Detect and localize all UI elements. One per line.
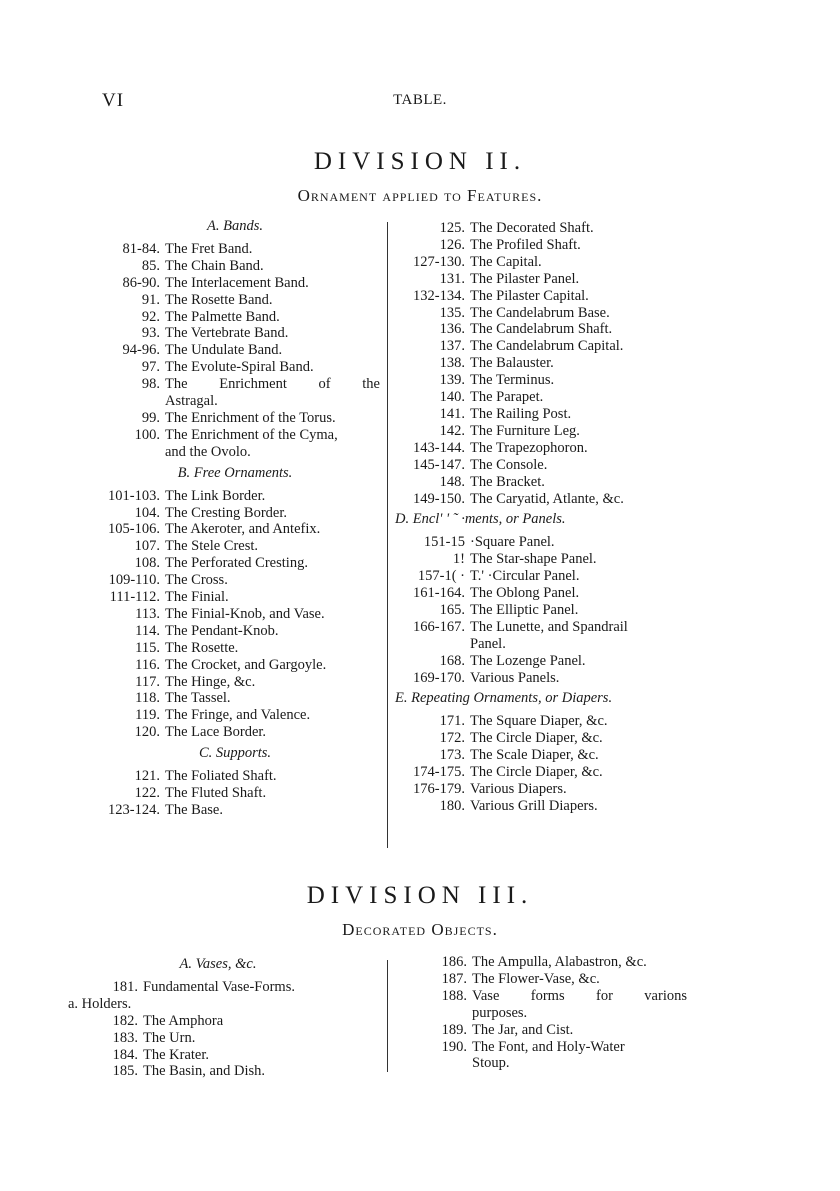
entry-number: 137. — [439, 338, 465, 355]
entry-number: 108. — [134, 555, 160, 572]
page-number: VI — [102, 90, 125, 111]
entry-number: 187. — [441, 970, 467, 987]
table-entry — [395, 389, 685, 406]
section-heading: D. Encl' ' ˜ ·ments, or Panels. — [395, 511, 566, 528]
entry-title: The Railing Post. — [470, 405, 572, 422]
entry-number: 188. — [441, 987, 467, 1004]
table-entry — [395, 551, 685, 568]
entry-number: 126. — [439, 236, 465, 253]
running-title: TABLE. — [393, 92, 447, 108]
entry-title: The Akeroter, and Antefix. — [165, 521, 321, 538]
entry-number: 115. — [135, 639, 160, 656]
entry-title: Various Grill Diapers. — [470, 797, 598, 814]
entry-title: The Ampulla, Alabastron, &c. — [472, 954, 647, 970]
entry-title: The Candelabrum Base. — [470, 304, 610, 321]
entry-title: Vase forms for varions — [472, 987, 687, 1004]
entry-number: 101-103. — [108, 487, 160, 504]
table-entry — [90, 724, 380, 741]
table-entry — [395, 534, 685, 551]
table-entry — [90, 427, 380, 444]
entry-title: The Pendant-Knob. — [165, 622, 279, 639]
entry-number: 94-96. — [122, 342, 160, 359]
entry-number: 93. — [141, 325, 160, 342]
entry-title: The Circle Diaper, &c. — [470, 730, 603, 747]
entry-number: 91. — [141, 291, 160, 308]
entry-number: 107. — [134, 538, 160, 555]
entry-title: The Candelabrum Shaft. — [470, 321, 613, 338]
entry-title: The Perforated Cresting. — [165, 555, 308, 572]
division-3-subtitle: Decorated Objects. — [342, 920, 498, 939]
division-2-title: DIVISION II. — [313, 148, 527, 175]
table-entry — [90, 410, 380, 427]
entry-number: 190. — [441, 1038, 467, 1055]
entry-continuation: Panel. — [470, 635, 506, 652]
entry-title: The Balauster. — [470, 355, 554, 372]
entry-number: 118. — [135, 690, 160, 707]
entry-title: The Undulate Band. — [165, 342, 283, 359]
entry-number: 145-147. — [413, 456, 465, 473]
entry-title: The Lunette, and Spandrail — [470, 618, 628, 635]
table-entry — [395, 321, 685, 338]
entry-title: The Decorated Shaft. — [470, 220, 594, 236]
entry-title: The Base. — [165, 801, 223, 818]
entry-title: The Lace Border. — [165, 724, 267, 741]
table-entry — [395, 730, 685, 747]
entry-title: The Finial. — [165, 589, 229, 606]
table-entry — [90, 589, 380, 606]
table-entry — [395, 619, 685, 636]
entry-continuation: purposes. — [472, 1004, 528, 1021]
entry-title: The Fret Band. — [165, 240, 253, 257]
entry-number: 183. — [112, 1029, 138, 1046]
table-entry — [395, 254, 685, 271]
entry-title: T.' ·Circular Panel. — [470, 568, 580, 585]
table-entry — [90, 623, 380, 640]
entry-title: The Rosette. — [165, 639, 239, 656]
entry-title: The Hinge, &c. — [165, 673, 256, 690]
table-entry — [90, 342, 380, 359]
entry-number: 121. — [134, 768, 160, 785]
entry-title: The Fringe, and Valence. — [165, 707, 311, 724]
table-entry — [397, 1039, 687, 1056]
entry-number: 92. — [141, 308, 160, 325]
entry-title: and the Ovolo. — [165, 443, 251, 460]
entry-title: The Font, and Holy-Water — [472, 1038, 625, 1055]
table-entry — [90, 707, 380, 724]
entry-title: The Star-shape Panel. — [470, 551, 597, 568]
table-entry — [90, 309, 380, 326]
table-entry — [90, 768, 380, 785]
entry-title: The Urn. — [143, 1029, 196, 1046]
table-entry — [90, 572, 380, 589]
table-entry — [395, 457, 685, 474]
column-divider — [387, 222, 388, 848]
table-entry — [395, 798, 685, 815]
table-entry — [397, 1022, 687, 1039]
entry-title: The Elliptic Panel. — [470, 601, 579, 618]
table-entry — [395, 271, 685, 288]
entry-title: The Cresting Border. — [165, 504, 288, 521]
table-entry — [68, 1013, 368, 1030]
table-entry — [395, 653, 685, 670]
entry-title: The Furniture Leg. — [470, 422, 580, 439]
table-entry — [90, 325, 380, 342]
entry-number: 176-179. — [413, 781, 465, 797]
entry-title: The Terminus. — [470, 372, 555, 389]
entry-title: The Candelabrum Capital. — [470, 338, 624, 355]
table-entry — [90, 640, 380, 657]
entry-number: 111-112. — [109, 589, 160, 606]
entry-number: 100. — [134, 426, 160, 443]
table-entry — [395, 602, 685, 619]
entry-title: The Tassel. — [165, 690, 231, 707]
table-entry — [395, 237, 685, 254]
section-heading: B. Free Ornaments. — [177, 464, 293, 481]
entry-number: 174-175. — [413, 764, 465, 781]
entry-title: The Vertebrate Band. — [165, 325, 289, 342]
entry-number: 104. — [134, 504, 160, 521]
section-heading: A. Bands. — [207, 218, 263, 234]
entry-number: 185. — [112, 1063, 138, 1080]
entry-title: The Basin, and Dish. — [143, 1063, 266, 1080]
table-entry — [90, 505, 380, 522]
entry-title: The Parapet. — [470, 389, 544, 406]
entry-title: The Trapezophoron. — [470, 439, 588, 456]
entry-number: 138. — [439, 355, 465, 372]
table-entry — [90, 674, 380, 691]
table-entry — [395, 355, 685, 372]
division-2-right-column — [395, 220, 685, 815]
entry-title: Various Panels. — [470, 669, 560, 686]
entry-title: The Scale Diaper, &c. — [470, 747, 599, 764]
table-entry — [68, 1047, 368, 1064]
table-entry — [395, 747, 685, 764]
entry-number: 140. — [439, 389, 465, 406]
section-heading: E. Repeating Ornaments, or Diapers. — [395, 690, 613, 707]
entry-title: The Enrichment of the Torus. — [165, 409, 336, 426]
entry-number: 148. — [439, 473, 465, 490]
table-entry — [395, 440, 685, 457]
entry-number: 166-167. — [413, 618, 465, 635]
entry-title: The Amphora — [143, 1012, 224, 1029]
entry-number: 172. — [439, 730, 465, 747]
table-entry — [395, 474, 685, 491]
entry-title: The Interlacement Band. — [165, 274, 309, 291]
entry-number: 127-130. — [413, 253, 465, 270]
table-entry — [395, 781, 685, 798]
table-entry — [395, 423, 685, 440]
table-entry — [90, 376, 380, 393]
entry-number: 173. — [439, 747, 465, 764]
entry-number: 186. — [441, 954, 467, 970]
division-3-title: DIVISION III. — [306, 882, 534, 909]
entry-title: ·Square Panel. — [470, 534, 555, 551]
table-entry — [397, 988, 687, 1005]
entry-title: The Console. — [470, 456, 548, 473]
table-entry — [90, 359, 380, 376]
entry-number: 157-1( · — [417, 568, 465, 585]
entry-number: 1! — [452, 551, 465, 568]
section-heading: C. Supports. — [198, 745, 272, 762]
table-entry — [395, 305, 685, 322]
entry-continuation: Stoup. — [472, 1055, 510, 1072]
section-heading: A. Vases, &c. — [179, 956, 257, 972]
table-entry — [90, 802, 380, 819]
entry-title: The Jar, and Cist. — [472, 1021, 574, 1038]
entry-number: 122. — [134, 785, 160, 801]
entry-number — [90, 444, 165, 461]
entry-number: 132-134. — [413, 287, 465, 304]
table-entry — [397, 971, 687, 988]
entry-number: 119. — [135, 707, 160, 724]
entry-title: The Palmette Band. — [165, 308, 280, 325]
table-entry — [90, 555, 380, 572]
entry-number: 98. — [141, 376, 160, 393]
entry-title: The Fluted Shaft. — [165, 785, 267, 801]
table-entry — [90, 241, 380, 258]
table-entry — [90, 606, 380, 623]
entry-title: The Flower-Vase, &c. — [472, 970, 600, 987]
entry-title: The Capital. — [470, 253, 542, 270]
entry-title: The Pilaster Capital. — [470, 287, 589, 304]
table-entry — [90, 538, 380, 555]
entry-number: 168. — [439, 652, 465, 669]
entry-number: 161-164. — [413, 585, 465, 602]
entry-number: 114. — [135, 622, 160, 639]
entry-number: 181. — [112, 978, 138, 995]
column-divider — [387, 960, 388, 1072]
entry-number: 165. — [439, 601, 465, 618]
table-entry — [90, 488, 380, 505]
entry-number: 151-15 — [423, 534, 465, 551]
entry-number: 97. — [141, 359, 160, 376]
entry-number: 135. — [439, 304, 465, 321]
table-entry — [68, 1063, 368, 1080]
entry-number: 99. — [141, 409, 160, 426]
table-entry — [90, 657, 380, 674]
entry-title: The Enrichment of the Cyma, — [165, 426, 338, 443]
table-entry — [395, 372, 685, 389]
table-entry — [68, 979, 368, 996]
division-2-left-column — [90, 214, 380, 819]
entry-number: 136. — [439, 321, 465, 338]
entry-title: The Evolute-Spiral Band. — [165, 359, 314, 376]
division-3-right-column — [397, 954, 687, 1072]
entry-title: The Caryatid, Atlante, &c. — [470, 490, 624, 507]
table-entry — [395, 220, 685, 237]
entry-number: 85. — [141, 257, 160, 274]
entry-title: Various Diapers. — [470, 781, 567, 797]
entry-number: 116. — [135, 656, 160, 673]
entry-number: 171. — [439, 713, 465, 730]
entry-title: Fundamental Vase-Forms. — [143, 978, 295, 995]
entry-number: 149-150. — [413, 490, 465, 507]
table-entry — [90, 690, 380, 707]
entry-title: The Finial-Knob, and Vase. — [165, 605, 325, 622]
table-entry — [395, 491, 685, 508]
entry-number: 141. — [439, 405, 465, 422]
table-entry — [395, 338, 685, 355]
entry-title: The Cross. — [165, 572, 228, 589]
table-entry — [68, 1030, 368, 1047]
entry-title: The Crocket, and Gargoyle. — [165, 656, 327, 673]
table-entry — [90, 521, 380, 538]
division-2-subtitle: Ornament applied to Features. — [297, 186, 543, 205]
entry-title: The Pilaster Panel. — [470, 270, 580, 287]
running-head — [0, 90, 840, 114]
entry-title: The Link Border. — [165, 487, 266, 504]
table-entry — [395, 406, 685, 423]
entry-number: 169-170. — [413, 669, 465, 686]
table-entry — [90, 258, 380, 275]
entry-number: 81-84. — [122, 240, 160, 257]
entry-title: The Chain Band. — [165, 257, 264, 274]
entry-title: The Profiled Shaft. — [470, 236, 581, 253]
entry-title: The Rosette Band. — [165, 291, 273, 308]
entry-title: The Oblong Panel. — [470, 585, 580, 602]
entry-number: 189. — [441, 1021, 467, 1038]
table-entry — [395, 713, 685, 730]
division-3-left-column — [68, 952, 368, 1080]
entry-number: 117. — [135, 673, 160, 690]
entry-number: 123-124. — [108, 801, 160, 818]
entry-number: 86-90. — [122, 274, 160, 291]
entry-number: 131. — [439, 270, 465, 287]
entry-title: The Foliated Shaft. — [165, 768, 277, 785]
entry-title: The Krater. — [143, 1046, 210, 1063]
entry-number: 113. — [135, 605, 160, 622]
entry-continuation: Astragal. — [165, 393, 218, 410]
table-entry — [395, 568, 685, 585]
table-entry — [90, 785, 380, 802]
entry-number: 182. — [112, 1012, 138, 1029]
entry-title: The Circle Diaper, &c. — [470, 764, 603, 781]
entry-title: The Lozenge Panel. — [470, 652, 586, 669]
entry-title: The Enrichment of the — [165, 376, 380, 393]
table-entry — [397, 954, 687, 971]
table-entry — [395, 764, 685, 781]
entry-number: 143-144. — [413, 439, 465, 456]
entry-title: The Square Diaper, &c. — [470, 713, 608, 730]
entry-number: 142. — [439, 422, 465, 439]
table-entry — [395, 288, 685, 305]
table-entry — [90, 444, 380, 461]
table-entry — [395, 585, 685, 602]
entry-number: 125. — [439, 220, 465, 236]
entry-number: 180. — [439, 797, 465, 814]
table-entry — [395, 670, 685, 687]
entry-number: 109-110. — [108, 572, 160, 589]
table-entry — [90, 275, 380, 292]
entry-number: 120. — [134, 724, 160, 741]
subsection-label: a. Holders. — [68, 995, 132, 1012]
entry-title: The Bracket. — [470, 473, 545, 490]
entry-number: 139. — [439, 372, 465, 389]
entry-number: 184. — [112, 1046, 138, 1063]
entry-title: The Stele Crest. — [165, 538, 259, 555]
table-entry — [90, 292, 380, 309]
entry-number: 105-106. — [108, 521, 160, 538]
